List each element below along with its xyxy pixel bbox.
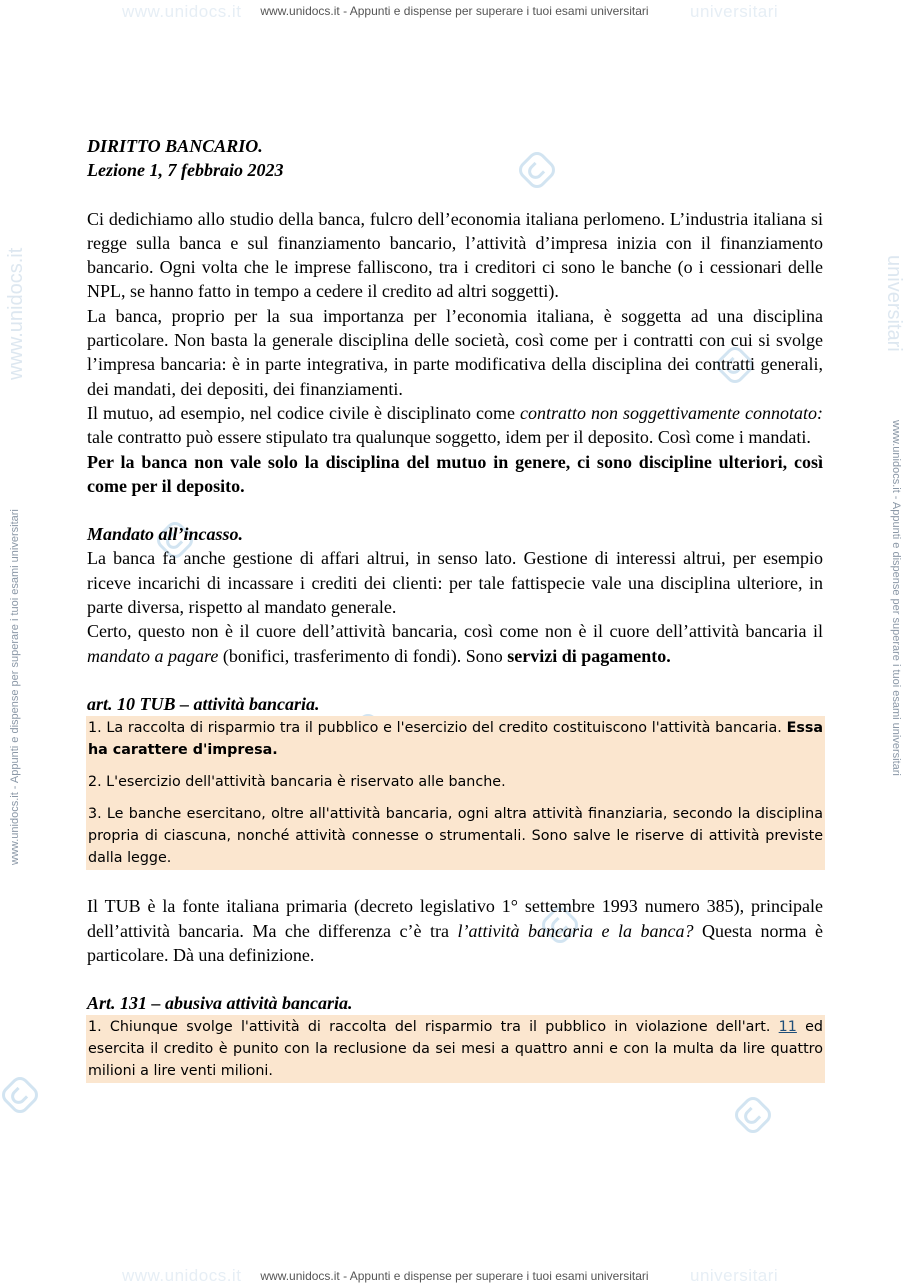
- watermark-ghost-top-right: universitari: [690, 2, 779, 21]
- watermark-footer[interactable]: www.unidocs.it - Appunti e dispense per superare i tuoi esami universitari: [260, 1269, 649, 1283]
- unidocs-logo-icon: [0, 1075, 40, 1115]
- heading-mandato: Mandato all’incasso.: [87, 524, 244, 545]
- watermark-right-ghost: universitari: [883, 255, 905, 352]
- paragraph-mandato: La banca fa anche gestione di affari altrui, in senso lato. Gestione di interessi altrui, per esempio riceve incarichi di incassare i crediti dei clienti: per tale fattispecie vale una disciplina ulteriore, in parte diversa, rispetto al mandato generale.: [87, 548, 823, 618]
- art131-comma-1: 1. Chiunque svolge l'attività di raccolta del risparmio tra il pubblico in violazione dell'art. 11 ed esercita il credito è punito con la reclusione da sei mesi a quattro anni e con la multa da lire quattro milioni a lire venti milioni.: [88, 1019, 823, 1080]
- watermark-ghost-bottom-right: universitari: [690, 1266, 779, 1285]
- paragraph-bold-note: Per la banca non vale solo la disciplina del mutuo in genere, ci sono discipline ulteriori, così come per il deposito.: [87, 451, 823, 496]
- paragraph-importance: La banca, proprio per la sua importanza per l’economia italiana, è soggetta ad una disciplina particolare. Non basta la generale disciplina delle società, così come per i contratti con cui si svolge l’impresa bancaria: è in parte integrativa, in parte modificativa della disciplina dei contratti generali, dei mandati, dei depositi, dei finanziamenti.: [87, 305, 823, 399]
- paragraph-mutuo: Il mutuo, ad esempio, nel codice civile è disciplinato come contratto non soggettivamente connotato: tale contratto può essere stipulato tra qualunque soggetto, idem per il deposito. Così come i mandati.: [87, 402, 824, 448]
- unidocs-logo-icon: [733, 1095, 773, 1135]
- watermark-ghost-bottom-left: www.unidocs.it: [122, 1266, 242, 1285]
- heading-art131: Art. 131 – abusiva attività bancaria.: [87, 993, 353, 1014]
- watermark-right-side[interactable]: www.unidocs.it - Appunti e dispense per superare i tuoi esami universitari: [890, 420, 902, 776]
- art10-comma-3: 3. Le banche esercitano, oltre all'attività bancaria, ogni altra attività finanziaria, secondo la disciplina propria di ciascuna, nonché attività connesse o strumentali. Sono salve le riserve di attività previste dalla legge.: [88, 806, 823, 867]
- paragraph-intro: Ci dedichiamo allo studio della banca, fulcro dell’economia italiana perlomeno. L’industria italiana si regge sulla banca e sul finanziamento bancario, l’attività d’impresa inizia con il finanziamento bancario. Ogni volta che le imprese falliscono, tra i creditori ci sono le banche (o i cessionari delle NPL, se hanno fatto in tempo a cedere il credito ad altri soggetti).: [87, 208, 823, 302]
- document-title: DIRITTO BANCARIO.: [87, 136, 263, 156]
- heading-art10: art. 10 TUB – attività bancaria.: [87, 693, 320, 714]
- document-page: [87, 134, 823, 1083]
- art11-link[interactable]: 11: [778, 1019, 797, 1036]
- watermark-header[interactable]: www.unidocs.it - Appunti e dispense per superare i tuoi esami universitari: [260, 4, 649, 18]
- watermark-ghost-top-left: www.unidocs.it: [122, 2, 242, 21]
- art131-quote-box: [86, 1015, 825, 1083]
- art10-comma-1: 1. La raccolta di risparmio tra il pubblico e l'esercizio del credito costituiscono l'attività bancaria. Essa ha carattere d'impresa.: [88, 720, 823, 759]
- art10-quote-box: [86, 716, 825, 870]
- paragraph-pagamento: Certo, questo non è il cuore dell’attività bancaria, così come non è il cuore dell’attività bancaria il mandato a pagare (bonifici, trasferimento di fondi). Sono servizi di pagamento.: [87, 621, 823, 666]
- paragraph-tub: Il TUB è la fonte italiana primaria (decreto legislativo 1° settembre 1993 numero 385), principale dell’attività bancaria. Ma che differenza c’è tra l’attività bancaria e la banca? Questa norma è particolare. Dà una definizione.: [87, 896, 823, 965]
- lesson-subtitle: Lezione 1, 7 febbraio 2023: [87, 160, 284, 181]
- art10-comma-2: 2. L'esercizio dell'attività bancaria è riservato alle banche.: [88, 774, 506, 791]
- watermark-left-ghost: www.unidocs.it: [5, 247, 27, 380]
- watermark-left-side[interactable]: www.unidocs.it - Appunti e dispense per superare i tuoi esami universitari: [9, 509, 21, 865]
